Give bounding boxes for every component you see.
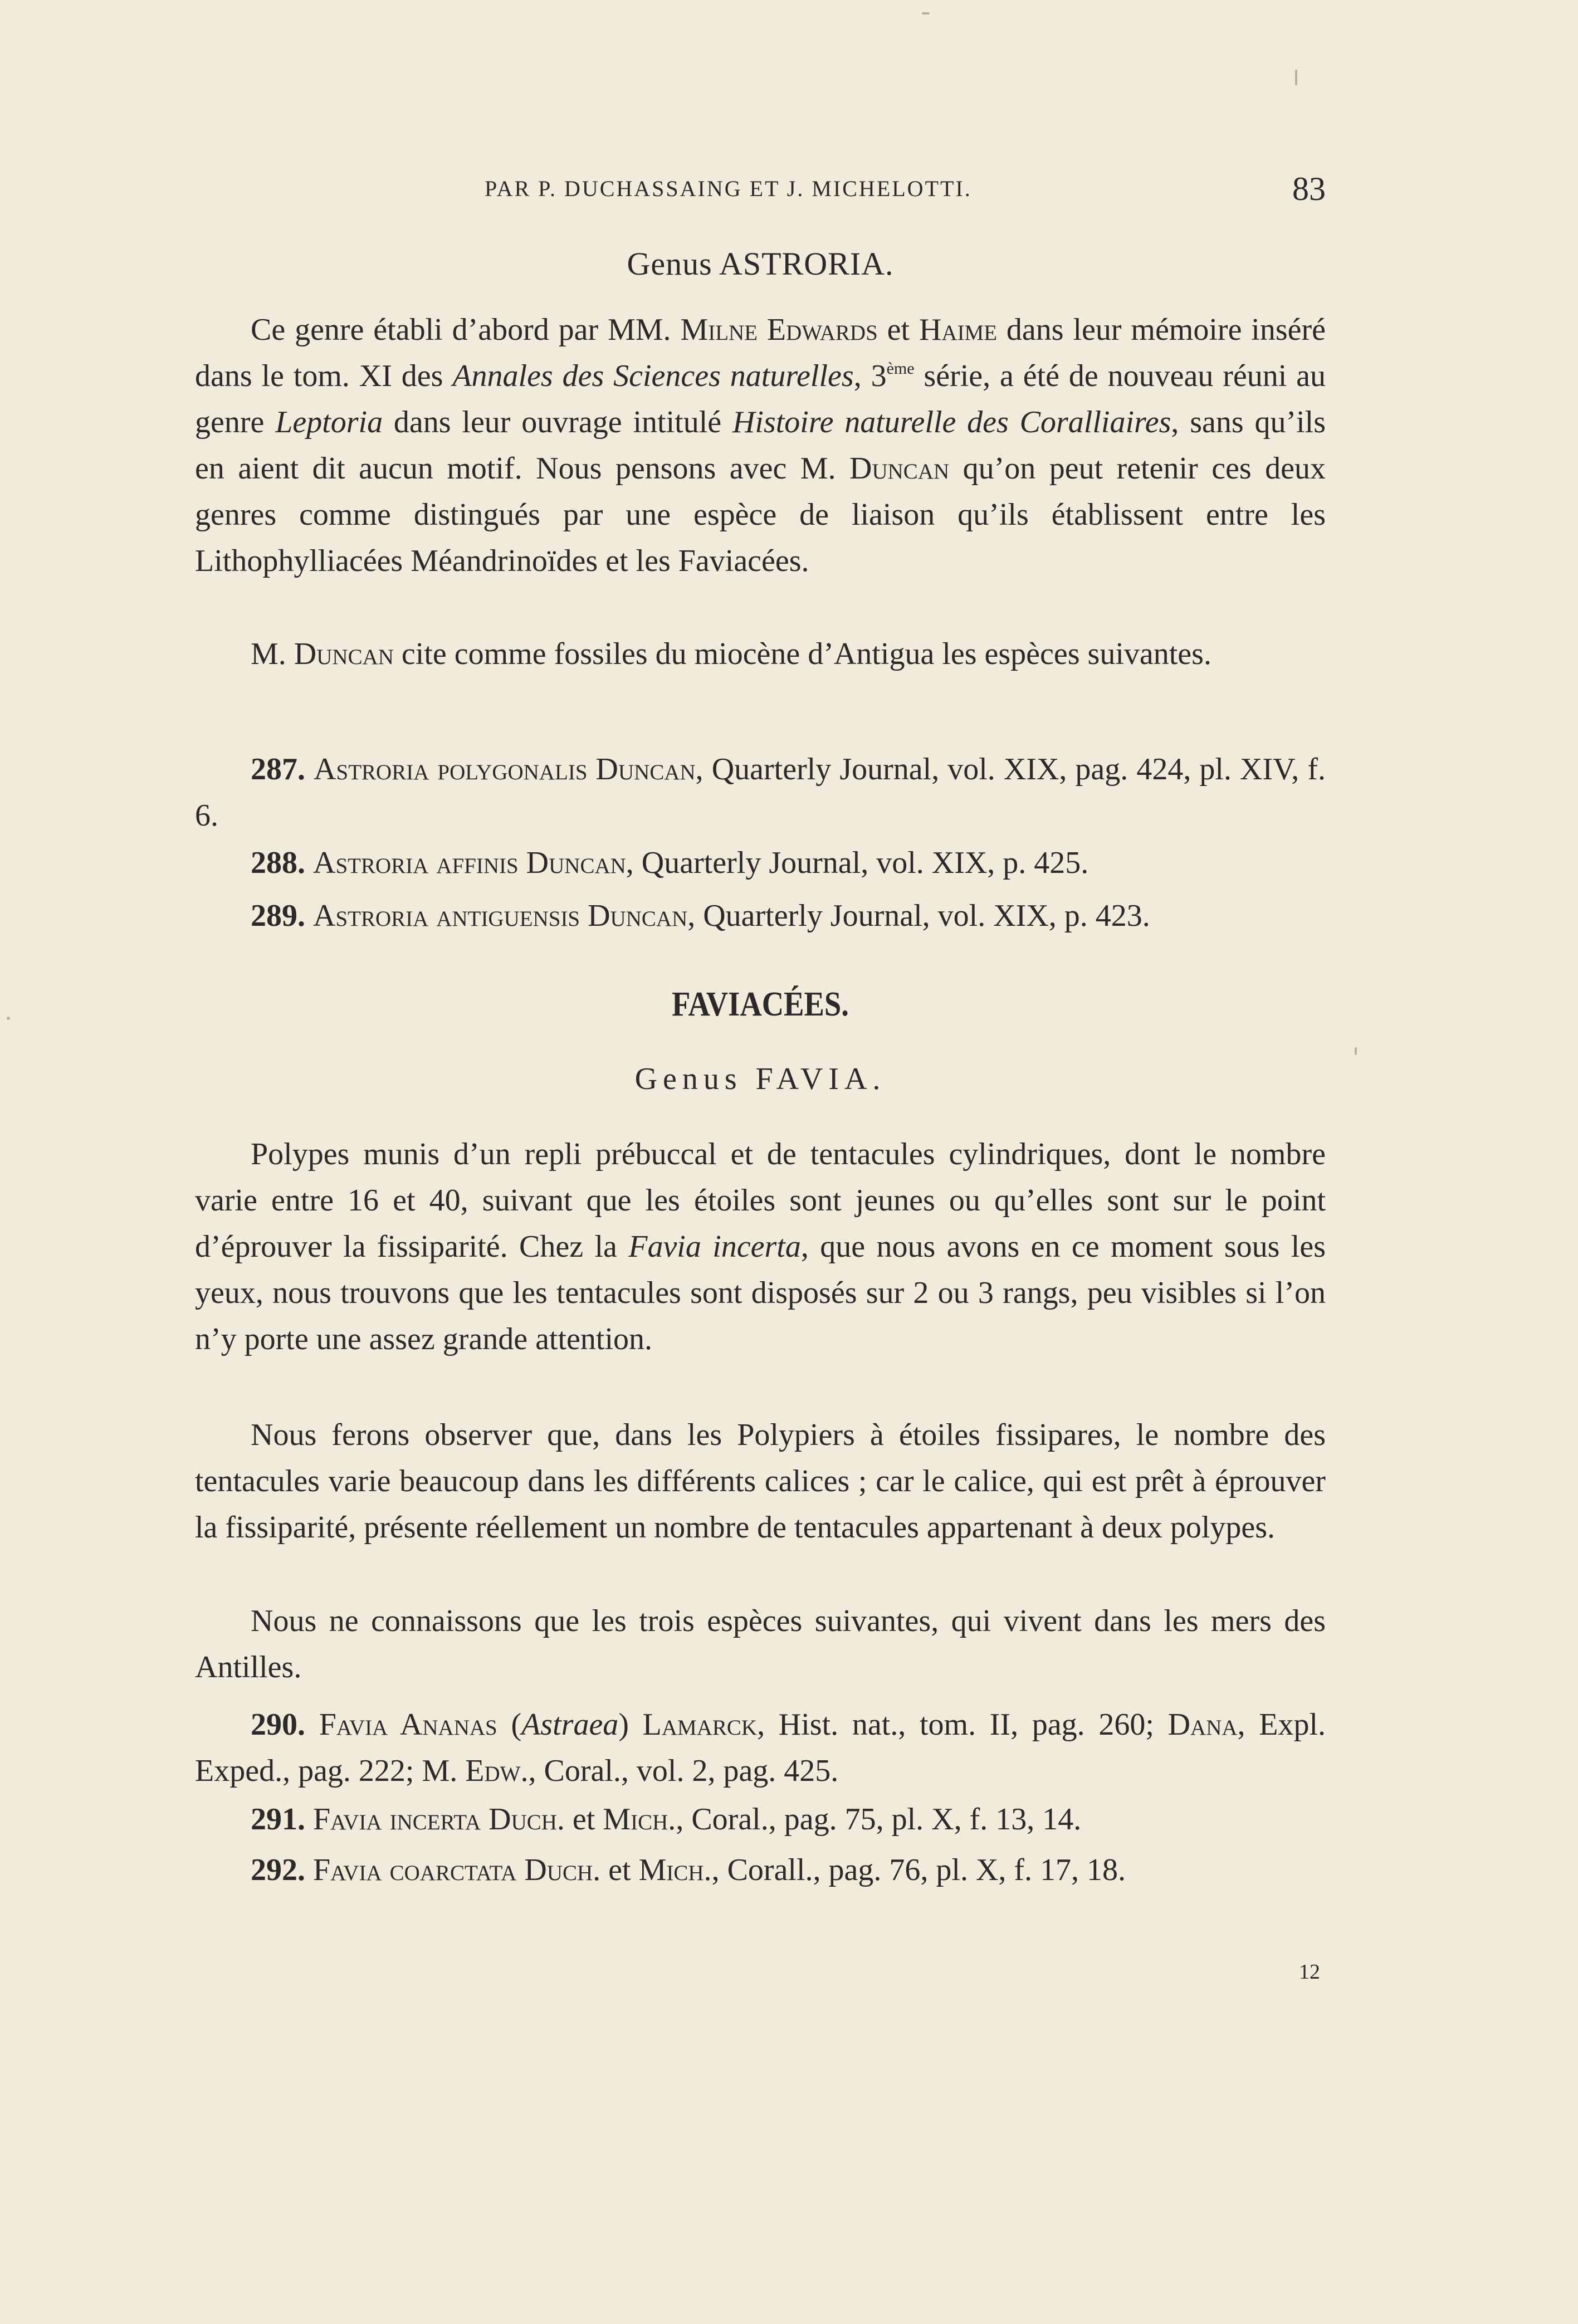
family-heading-faviacees: FAVIACÉES.	[672, 985, 849, 1023]
signature-mark: 12	[1299, 1960, 1320, 1984]
species-entry-292: 292. Favia coarctata Duch. et Mich., Corall., pag. 76, pl. X, f. 17, 18.	[251, 1853, 1126, 1887]
species-entry-287: 287. Astroria polygonalis Duncan, Quarterly Journal, vol. XIX, pag. 424, pl. XIV, f. 6.	[195, 752, 1326, 833]
favia-paragraph-1: Polypes munis d’un repli prébuccal et de tentacules cylindriques, dont le nombre varie entre 16 et 40, suivant que les étoiles sont jeunes ou qu’elles sont sur le point d’éprouver la fissiparité. Chez la Favia incerta, que nous avons en ce moment sous les yeux, nous trouvons que les tentacules sont disposés sur 2 ou 3 rangs, peu visibles si l’on n’y porte une assez grande attention.	[195, 1137, 1326, 1356]
page-number: 83	[1292, 170, 1326, 207]
book-page	[195, 0, 1326, 2324]
species-entry-290: 290. Favia Ananas (Astraea) Lamarck, Hist. nat., tom. II, pag. 260; Dana, Expl. Exped., pag. 222; M. Edw., Coral., vol. 2, pag. 425.	[195, 1707, 1326, 1788]
species-entry-288: 288. Astroria affinis Duncan, Quarterly Journal, vol. XIX, p. 425.	[251, 846, 1089, 880]
paper-speck	[1295, 70, 1297, 85]
species-entry-291: 291. Favia incerta Duch. et Mich., Coral., pag. 75, pl. X, f. 13, 14.	[251, 1802, 1082, 1837]
paper-speck	[1355, 1047, 1357, 1055]
running-title: PAR P. DUCHASSAING ET J. MICHELOTTI.	[485, 176, 972, 201]
astroria-paragraph-1: Ce genre établi d’abord par MM. Milne Edwards et Haime dans leur mémoire inséré dans le tom. XI des Annales des Sciences naturelles, 3ème série, a été de nouveau réuni au genre Leptoria dans leur ouvrage intitulé Histoire naturelle des Coralliaires, sans qu’ils en aient dit aucun motif. Nous pensons avec M. Duncan qu’on peut retenir ces deux genres comme distingués par une espèce de liaison qu’ils établissent entre les Lithophylliacées Méandrinoïdes et les Faviacées.	[195, 313, 1326, 578]
paper-speck	[922, 12, 930, 14]
favia-paragraph-3: Nous ne connaissons que les trois espèces suivantes, qui vivent dans les mers des Antilles.	[195, 1604, 1326, 1685]
species-entry-289: 289. Astroria antiguensis Duncan, Quarterly Journal, vol. XIX, p. 423.	[251, 899, 1150, 933]
astroria-paragraph-2: M. Duncan cite comme fossiles du miocène d’Antigua les espèces suivantes.	[251, 637, 1211, 671]
genus-astroria-heading: Genus ASTRORIA.	[627, 246, 894, 282]
running-head	[195, 170, 1326, 209]
favia-paragraph-2: Nous ferons observer que, dans les Polypiers à étoiles fissipares, le nombre des tentacules varie beaucoup dans les différents calices ; car le calice, qui est prêt à éprouver la fissiparité, présente réellement un nombre de tentacules appartenant à deux polypes.	[195, 1418, 1326, 1545]
genus-favia-heading: Genus FAVIA.	[634, 1062, 886, 1096]
paper-speck	[7, 1017, 10, 1020]
